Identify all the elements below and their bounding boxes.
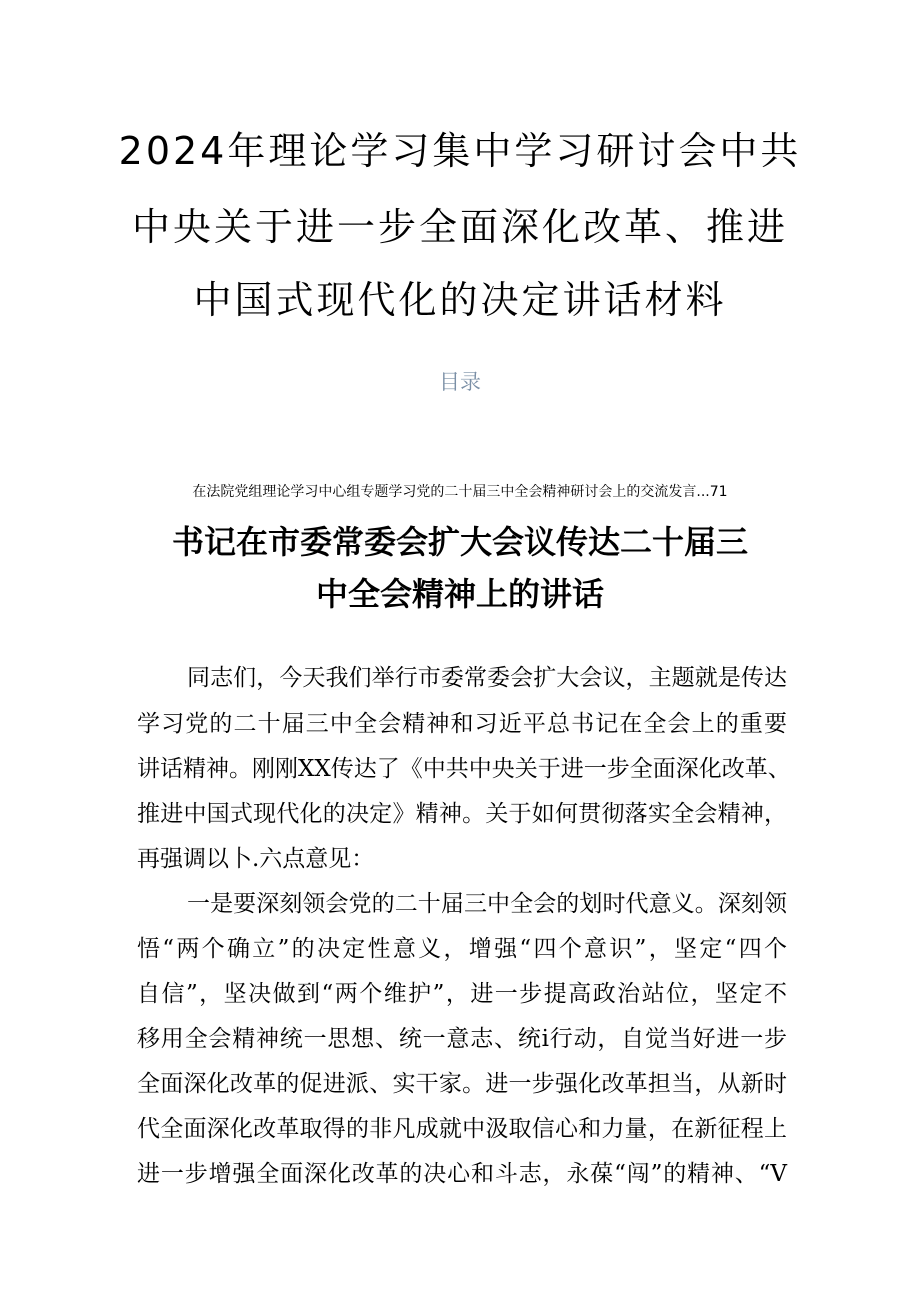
- document-title-line-1: 2024年理论学习集中学习研讨会中共: [118, 129, 802, 173]
- body-line: 再强调以卜.六点意见：: [137, 846, 375, 872]
- speech-title-line-2: 中全会精神上的讲话: [315, 575, 604, 613]
- toc-entry[interactable]: 在法院党组理论学习中心组专题学习党的二十届三中全会精神研讨会上的交流发言...71: [192, 484, 728, 500]
- body-line: 学习党的二十届三中全会精神和习近平总书记在全会上的重要: [137, 711, 787, 737]
- body-line: 推进中国式现代化的决定》精神。关于如何贯彻落实全会精神，: [137, 801, 787, 827]
- body-line: 代全面深化改革取得的非凡成就中汲取信心和力量，在新征程上: [137, 1116, 787, 1142]
- body-line: 悟“两个确立”的决定性意义，增强“四个意识”，坚定“四个: [137, 936, 787, 962]
- body-line: 全面深化改革的促进派、实干家。进一步强化改革担当，从新时: [137, 1071, 787, 1097]
- body-line: 进一步增强全面深化改革的决心和斗志，永葆“闯”的精神、“V: [137, 1161, 787, 1187]
- document-title-line-3: 中国式现代化的决定讲话材料: [193, 278, 727, 322]
- speech-title-line-1: 书记在市委常委会扩大会议传达二十届三: [171, 523, 748, 561]
- body-line: 讲话精神。刚刚XX传达了《中共中央关于进一步全面深化改革、: [137, 756, 791, 782]
- body-line: 同志们，今天我们举行市委常委会扩大会议，主题就是传达: [187, 665, 787, 691]
- body-line: 移用全会精神统一思想、统一意志、统i行动，自觉当好进一步: [137, 1026, 787, 1052]
- toc-heading: 目录: [439, 370, 481, 394]
- body-line: 自信”，坚决做到“两个维护”，进一步提高政治站位，坚定不: [137, 981, 787, 1007]
- document-title-line-2: 中央关于进一步全面深化改革、推进: [131, 205, 788, 249]
- body-line: 一是要深刻领会党的二十届三中全会的划时代意义。深刻领: [187, 891, 787, 917]
